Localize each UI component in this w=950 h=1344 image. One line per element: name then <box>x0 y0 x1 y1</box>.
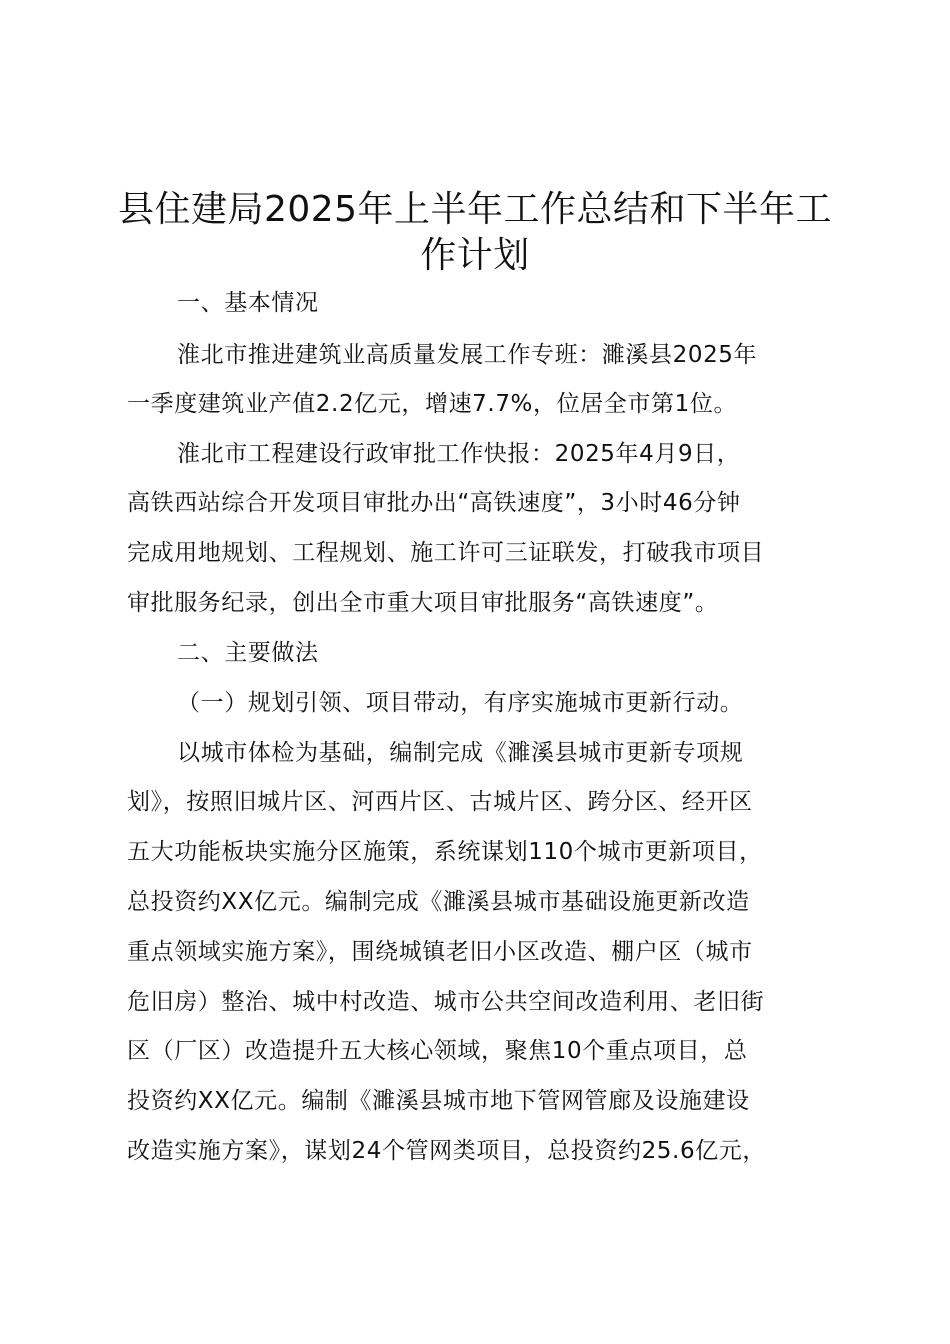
paragraph-line: 以城市体检为基础，编制完成《濉溪县城市更新专项规 <box>177 740 744 766</box>
subsection-heading: （一）规划引领、项目带动，有序实施城市更新行动。 <box>177 690 744 716</box>
paragraph-line: 审批服务纪录，创出全市重大项目审批服务“高铁速度”。 <box>127 590 719 616</box>
paragraph-line: 淮北市推进建筑业高质量发展工作专班：濉溪县2025年 <box>177 342 758 368</box>
paragraph-line: 划》，按照旧城片区、河西片区、古城片区、跨分区、经开区 <box>127 789 753 815</box>
paragraph-line: 区（厂区）改造提升五大核心领域，聚焦10个重点项目，总 <box>127 1038 748 1064</box>
paragraph-line: 危旧房）整治、城中村改造、城市公共空间改造利用、老旧街 <box>127 989 765 1015</box>
paragraph-line: 完成用地规划、工程规划、施工许可三证联发，打破我市项目 <box>127 540 765 566</box>
paragraph-line: 淮北市工程建设行政审批工作快报：2025年4月9日， <box>177 441 741 467</box>
section-heading-main-practices: 二、主要做法 <box>177 640 319 666</box>
section-heading-basic-situation: 一、基本情况 <box>177 290 319 316</box>
paragraph-line: 投资约XX亿元。编制《濉溪县城市地下管网管廊及设施建设 <box>127 1088 750 1114</box>
paragraph-line: 总投资约XX亿元。编制完成《濉溪县城市基础设施更新改造 <box>127 889 750 915</box>
paragraph-line: 一季度建筑业产值2.2亿元，增速7.7%，位居全市第1位。 <box>127 391 738 417</box>
document-title-line-2: 作计划 <box>420 235 530 276</box>
paragraph-line: 重点领域实施方案》，围绕城镇老旧小区改造、棚户区（城市 <box>127 939 753 965</box>
paragraph-line: 五大功能板块实施分区施策，系统谋划110个城市更新项目， <box>127 839 763 865</box>
paragraph-line: 高铁西站综合开发项目审批办出“高铁速度”，3小时46分钟 <box>127 490 741 516</box>
paragraph-line: 改造实施方案》，谋划24个管网类项目，总投资约25.6亿元， <box>127 1138 766 1164</box>
document-title-line-1: 县住建局2025年上半年工作总结和下半年工 <box>117 189 833 230</box>
